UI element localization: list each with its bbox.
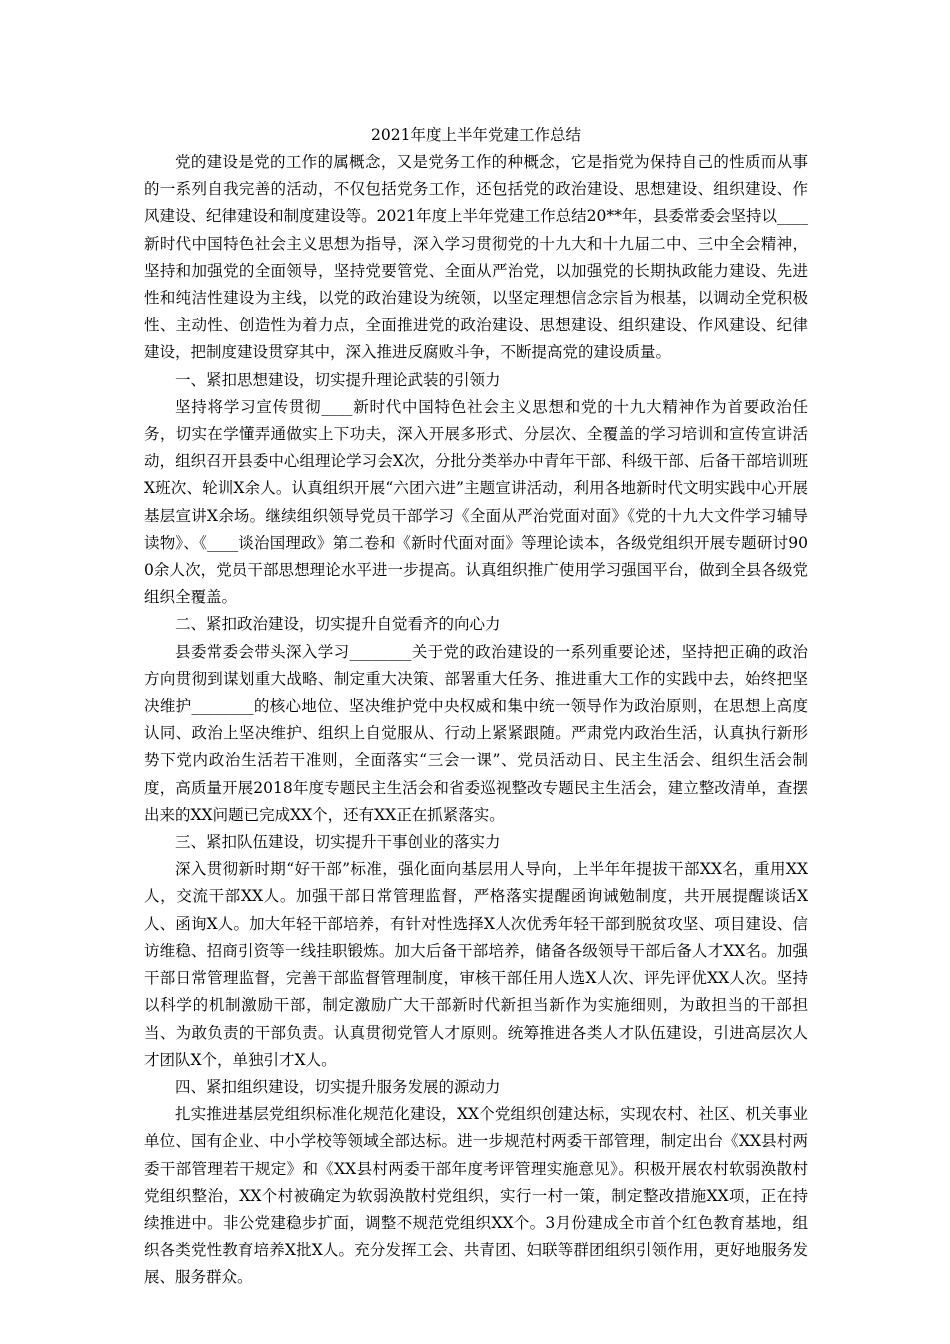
section-heading-2: 二、紧扣政治建设，切实提升自觉看齐的向心力 <box>175 615 501 634</box>
section-body-3: 深入贯彻新时期“好干部”标准，强化面向基层用人导向，上半年年提拔干部XX名，重用XX人，交流干部XX人。加强干部日常管理监督，严格落实提醒函询诫勉制度，共开展提醒谈话X人、函询X人。加大年轻干部培养，有针对性选择X人次优秀年轻干部到脱贫攻坚、项目建设、信访维稳、招商引资等一线挂职锻炼。加大后备干部培养，储备各级领导干部后备人才XX名。加强干部日常管理监督，完善干部监督管理制度，审核干部任用人选X人次、评先评优XX人次。坚持以科学的机制激励干部，制定激励广大干部新时代新担当新作为实施细则，为敢担当的干部担当、为敢负责的干部负责。认真贯彻党管人才原则。统筹推进各类人才队伍建设，引进高层次人才团队X个，单独引才X人。 <box>144 860 808 1069</box>
section-heading-3: 三、紧扣队伍建设，切实提升干事创业的落实力 <box>175 833 501 852</box>
document-page <box>144 122 808 1292</box>
section-body-1: 坚持将学习宣传贯彻____新时代中国特色社会主义思想和党的十九大精神作为首要政治任务，切实在学懂弄通做实上下功夫，深入开展多形式、分层次、全覆盖的学习培训和宣传宣讲活动，组织召开县委中心组理论学习会X次，分批分类举办中青年干部、科级干部、后备干部培训班X班次、轮训X余人。认真组织开展“六团六进”主题宣讲活动，利用各地新时代文明实践中心开展基层宣讲X余场。继续组织领导党员干部学习《全面从严治党面对面》《党的十九大文件学习辅导读物》、《____谈治国理政》第二卷和《新时代面对面》等理论读本，各级党组织开展专题研讨900余人次，党员干部思想理论水平进一步提高。认真组织推广使用学习强国平台，做到全县各级党组织全覆盖。 <box>144 397 808 607</box>
section-body-2: 县委常委会带头深入学习________关于党的政治建设的一系列重要论述，坚持把正确的政治方向贯彻到谋划重大战略、制定重大决策、部署重大任务、推进重大工作的实践中去，始终把坚决维护________的核心地位、坚决维护党中央权威和集中统一领导作为政治原则，在思想上高度认同、政治上坚决维护、组织上自觉服从、行动上紧紧跟随。严肃党内政治生活，认真执行新形势下党内政治生活若干准则，全面落实“三会一课”、党员活动日、民主生活会、组织生活会制度，高质量开展2018年度专题民主生活会和省委巡视整改专题民主生活会，建立整改清单，查摆出来的XX问题已完成XX个，还有XX正在抓紧落实。 <box>144 642 808 824</box>
document-title: 2021年度上半年党建工作总结 <box>371 126 581 144</box>
section-heading-1: 一、紧扣思想建设，切实提升理论武装的引领力 <box>175 370 501 389</box>
section-heading-4: 四、紧扣组织建设，切实提升服务发展的源动力 <box>175 1077 501 1096</box>
intro-paragraph: 党的建设是党的工作的属概念，又是党务工作的种概念，它是指党为保持自己的性质而从事的一系列自我完善的活动，不仅包括党务工作，还包括党的政治建设、思想建设、组织建设、作风建设、纪律建设和制度建设等。2021年度上半年党建工作总结20**年，县委常委会坚持以____新时代中国特色社会主义思想为指导，深入学习贯彻党的十九大和十九届二中、三中全会精神，坚持和加强党的全面领导，坚持党要管党、全面从严治党，以加强党的长期执政能力建设、先进性和纯洁性建设为主线，以党的政治建设为统领，以坚定理想信念宗旨为根基，以调动全党积极性、主动性、创造性为着力点，全面推进党的政治建设、思想建设、组织建设、作风建设、纪律建设，把制度建设贯穿其中，深入推进反腐败斗争，不断提高党的建设质量。 <box>144 153 808 362</box>
section-body-4: 扎实推进基层党组织标准化规范化建设，XX个党组织创建达标，实现农村、社区、机关事业单位、国有企业、中小学校等领域全部达标。进一步规范村两委干部管理，制定出台《XX县村两委干部管理若干规定》和《XX县村两委干部年度考评管理实施意见》。积极开展农村软弱涣散村党组织整治，XX个村被确定为软弱涣散村党组织，实行一村一策，制定整改措施XX项，正在持续推进中。非公党建稳步扩面，调整不规范党组织XX个。3月份建成全市首个红色教育基地，组织各类党性教育培养X批X人。充分发挥工会、共青团、妇联等群团组织引领作用，更好地服务发展、服务群众。 <box>144 1105 808 1287</box>
